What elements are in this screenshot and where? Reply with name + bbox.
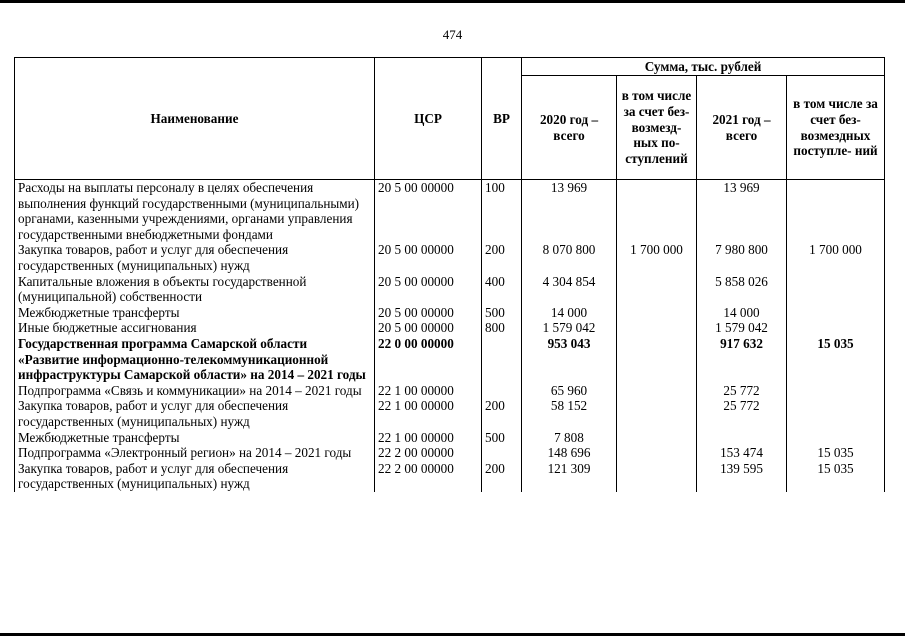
table-row	[15, 445, 885, 461]
row-name: Иные бюджетные ассигнования	[15, 320, 375, 336]
row-csr: 20 5 00 00000	[375, 242, 482, 273]
table-row-program	[15, 336, 885, 383]
row-csr: 22 1 00 00000	[375, 383, 482, 399]
row-2021-total: 153 474	[697, 445, 787, 461]
row-vr	[482, 336, 522, 383]
row-2021-total: 1 579 042	[697, 320, 787, 336]
row-2021-free	[787, 383, 885, 399]
row-name: Межбюджетные трансферты	[15, 430, 375, 446]
row-2020-total: 14 000	[522, 305, 617, 321]
row-2021-free	[787, 398, 885, 429]
row-2021-total: 5 858 026	[697, 274, 787, 305]
bottom-border-line	[0, 633, 905, 636]
row-vr: 500	[482, 430, 522, 446]
row-2021-total: 25 772	[697, 383, 787, 399]
header-name: Наименование	[15, 58, 375, 180]
row-2020-free	[617, 398, 697, 429]
row-2020-free	[617, 320, 697, 336]
row-2021-total: 25 772	[697, 398, 787, 429]
row-name: Закупка товаров, работ и услуг для обеспечения государственных (муниципальных) нужд	[15, 398, 375, 429]
row-2020-total: 8 070 800	[522, 242, 617, 273]
row-2020-total: 13 969	[522, 180, 617, 243]
row-2021-total: 7 980 800	[697, 242, 787, 273]
header-vr: ВР	[482, 58, 522, 180]
header-2020-total: 2020 год – всего	[522, 76, 617, 180]
table-row	[15, 320, 885, 336]
row-name: Закупка товаров, работ и услуг для обеспечения государственных (муниципальных) нужд	[15, 242, 375, 273]
table-row	[15, 461, 885, 492]
row-csr: 22 0 00 00000	[375, 336, 482, 383]
header-2021-free: в том числе за счет без- возмездных поступле- ний	[787, 76, 885, 180]
row-name: Расходы на выплаты персоналу в целях обеспечения выполнения функций государственными (муниципальными) органами, казенными учреждениями, органами управления государственными внебюджетными фондами	[15, 180, 375, 243]
row-2020-total: 148 696	[522, 445, 617, 461]
row-2021-free: 1 700 000	[787, 242, 885, 273]
row-name: Государственная программа Самарской области «Развитие информационно-телекоммуникационной инфраструктуры Самарской области» на 2014 – 2021 годы	[15, 336, 375, 383]
row-vr: 200	[482, 461, 522, 492]
row-name: Закупка товаров, работ и услуг для обеспечения государственных (муниципальных) нужд	[15, 461, 375, 492]
row-2021-free	[787, 274, 885, 305]
row-name: Капитальные вложения в объекты государственной (муниципальной) собственности	[15, 274, 375, 305]
table-body	[15, 180, 885, 492]
row-2021-free	[787, 430, 885, 446]
row-2020-free	[617, 461, 697, 492]
top-border-line	[0, 0, 905, 3]
row-vr: 100	[482, 180, 522, 243]
row-2021-total: 13 969	[697, 180, 787, 243]
row-2020-total: 953 043	[522, 336, 617, 383]
row-2021-total	[697, 430, 787, 446]
row-2020-free: 1 700 000	[617, 242, 697, 273]
row-csr: 20 5 00 00000	[375, 320, 482, 336]
row-2021-free	[787, 305, 885, 321]
row-2020-free	[617, 180, 697, 243]
table-row	[15, 305, 885, 321]
row-2021-free: 15 035	[787, 461, 885, 492]
row-2020-free	[617, 305, 697, 321]
row-2020-total: 1 579 042	[522, 320, 617, 336]
table-row	[15, 383, 885, 399]
header-2020-free: в том числе за счет без- возмезд- ных по- ступлений	[617, 76, 697, 180]
row-2020-total: 121 309	[522, 461, 617, 492]
row-csr: 22 2 00 00000	[375, 445, 482, 461]
row-2021-total: 139 595	[697, 461, 787, 492]
row-name: Подпрограмма «Электронный регион» на 2014 – 2021 годы	[15, 445, 375, 461]
row-vr	[482, 445, 522, 461]
row-vr: 200	[482, 398, 522, 429]
row-2020-free	[617, 445, 697, 461]
table-row	[15, 180, 885, 243]
row-2020-free	[617, 274, 697, 305]
row-2021-free: 15 035	[787, 445, 885, 461]
row-vr: 800	[482, 320, 522, 336]
row-2021-free: 15 035	[787, 336, 885, 383]
row-2020-free	[617, 336, 697, 383]
row-2020-total: 58 152	[522, 398, 617, 429]
row-vr: 400	[482, 274, 522, 305]
row-2021-free	[787, 320, 885, 336]
row-csr: 20 5 00 00000	[375, 180, 482, 243]
row-2020-total: 7 808	[522, 430, 617, 446]
header-csr: ЦСР	[375, 58, 482, 180]
page-number: 474	[442, 27, 463, 42]
table-row	[15, 242, 885, 273]
row-csr: 20 5 00 00000	[375, 274, 482, 305]
row-vr	[482, 383, 522, 399]
row-name: Подпрограмма «Связь и коммуникации» на 2014 – 2021 годы	[15, 383, 375, 399]
budget-table	[14, 57, 885, 492]
row-name: Межбюджетные трансферты	[15, 305, 375, 321]
row-2021-free	[787, 180, 885, 243]
table-row	[15, 398, 885, 429]
row-2020-free	[617, 430, 697, 446]
row-csr: 20 5 00 00000	[375, 305, 482, 321]
row-csr: 22 2 00 00000	[375, 461, 482, 492]
table-row	[15, 430, 885, 446]
header-2021-total: 2021 год – всего	[697, 76, 787, 180]
row-csr: 22 1 00 00000	[375, 398, 482, 429]
row-csr: 22 1 00 00000	[375, 430, 482, 446]
row-vr: 200	[482, 242, 522, 273]
row-2020-total: 4 304 854	[522, 274, 617, 305]
header-sum-group: Сумма, тыс. рублей	[522, 58, 885, 76]
row-2020-free	[617, 383, 697, 399]
row-2021-total: 917 632	[697, 336, 787, 383]
row-2021-total: 14 000	[697, 305, 787, 321]
table-row	[15, 274, 885, 305]
row-vr: 500	[482, 305, 522, 321]
row-2020-total: 65 960	[522, 383, 617, 399]
